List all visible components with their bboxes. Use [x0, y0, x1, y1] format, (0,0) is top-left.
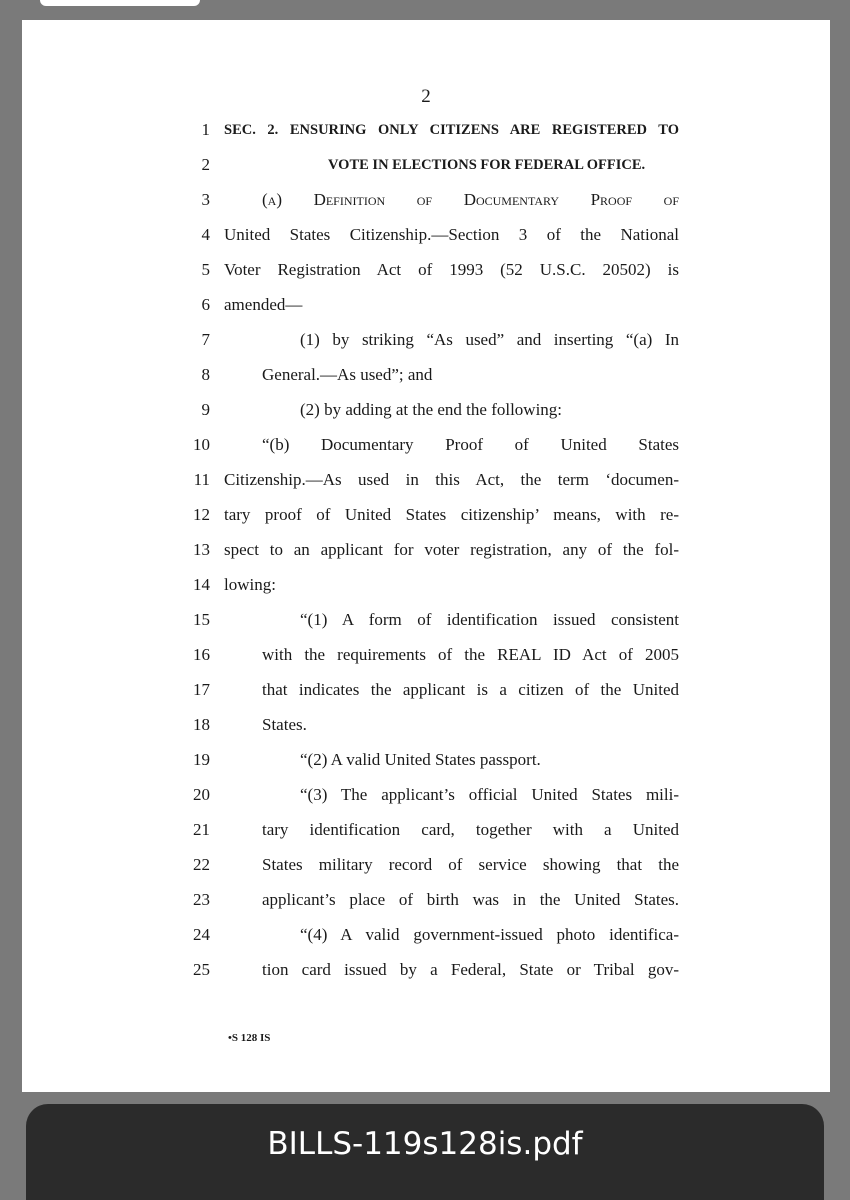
text-line [22, 149, 830, 184]
pdf-page [22, 20, 830, 1092]
line-number: 1 [201, 120, 210, 139]
line-text: General.—As used”; and [262, 365, 433, 384]
text-line [22, 709, 830, 744]
line-text: “(b) Documentary Proof of United States [262, 435, 679, 454]
line-number: 10 [193, 435, 210, 454]
line-number: 22 [193, 855, 210, 874]
text-line [22, 534, 830, 569]
line-number: 15 [193, 610, 210, 629]
line-number: 17 [193, 680, 210, 699]
line-text: tary proof of United States citizenship’ means, with re- [224, 505, 679, 524]
text-line [22, 289, 830, 324]
line-number: 2 [201, 155, 210, 174]
text-line [22, 394, 830, 429]
line-text: that indicates the applicant is a citizen of the United [262, 680, 679, 699]
line-text: Citizenship.—As used in this Act, the term ‘documen- [224, 470, 679, 489]
line-text: “(4) A valid government-issued photo identifica- [300, 925, 679, 944]
text-line [22, 114, 830, 149]
text-line [22, 184, 830, 219]
text-line [22, 324, 830, 359]
line-text: applicant’s place of birth was in the United States. [262, 890, 679, 909]
line-number: 25 [193, 960, 210, 979]
line-text: amended— [224, 295, 303, 314]
line-number: 7 [201, 330, 210, 349]
text-line [22, 849, 830, 884]
line-text: “(2) A valid United States passport. [300, 750, 541, 769]
text-line [22, 744, 830, 779]
top-handle [40, 0, 200, 6]
text-line [22, 569, 830, 604]
line-number: 3 [201, 190, 210, 209]
line-number: 18 [193, 715, 210, 734]
text-line [22, 464, 830, 499]
line-text: “(3) The applicant’s official United States mili- [300, 785, 679, 804]
line-number: 19 [193, 750, 210, 769]
text-line [22, 219, 830, 254]
line-number: 4 [201, 225, 210, 244]
text-line [22, 359, 830, 394]
line-text: with the requirements of the REAL ID Act of 2005 [262, 645, 679, 664]
line-text: Voter Registration Act of 1993 (52 U.S.C. 20502) is [224, 260, 679, 279]
line-number: 9 [201, 400, 210, 419]
page-number: 2 [421, 86, 431, 107]
line-text: spect to an applicant for voter registration, any of the fol- [224, 540, 679, 559]
text-line [22, 779, 830, 814]
line-text: lowing: [224, 575, 276, 594]
line-number: 12 [193, 505, 210, 524]
line-text: United States Citizenship.—Section 3 of the National [224, 225, 679, 244]
line-number: 16 [193, 645, 210, 664]
line-text: States military record of service showing that the [262, 855, 679, 874]
line-number: 8 [201, 365, 210, 384]
line-text: (1) by striking “As used” and inserting “(a) In [300, 330, 679, 349]
line-number: 20 [193, 785, 210, 804]
line-number: 21 [193, 820, 210, 839]
line-number: 24 [193, 925, 210, 944]
line-number: 11 [193, 470, 210, 489]
text-line [22, 254, 830, 289]
file-name-bar [26, 1104, 824, 1200]
line-number: 23 [193, 890, 210, 909]
line-text: “(1) A form of identification issued consistent [300, 610, 679, 629]
text-line [22, 499, 830, 534]
text-line [22, 884, 830, 919]
file-name[interactable]: BILLS-119s128is.pdf [267, 1126, 583, 1162]
text-line [22, 919, 830, 954]
text-line [22, 604, 830, 639]
text-line [22, 814, 830, 849]
bill-footer-code: •S 128 IS [228, 1032, 271, 1044]
line-number: 13 [193, 540, 210, 559]
text-line [22, 429, 830, 464]
line-number: 14 [193, 575, 210, 594]
line-number: 6 [201, 295, 210, 314]
subsection-heading: (a) Definition of Documentary Proof of [262, 190, 679, 209]
text-line [22, 954, 830, 989]
line-number: 5 [201, 260, 210, 279]
section-heading: SEC. 2. ENSURING ONLY CITIZENS ARE REGISTERED TO [224, 122, 679, 138]
text-line [22, 674, 830, 709]
line-text: (2) by adding at the end the following: [300, 400, 563, 419]
line-text: tion card issued by a Federal, State or Tribal gov- [262, 960, 679, 979]
text-line [22, 639, 830, 674]
line-text: tary identification card, together with a United [262, 820, 679, 839]
section-heading-continued: VOTE IN ELECTIONS FOR FEDERAL OFFICE. [328, 157, 646, 173]
line-text: States. [262, 715, 307, 734]
